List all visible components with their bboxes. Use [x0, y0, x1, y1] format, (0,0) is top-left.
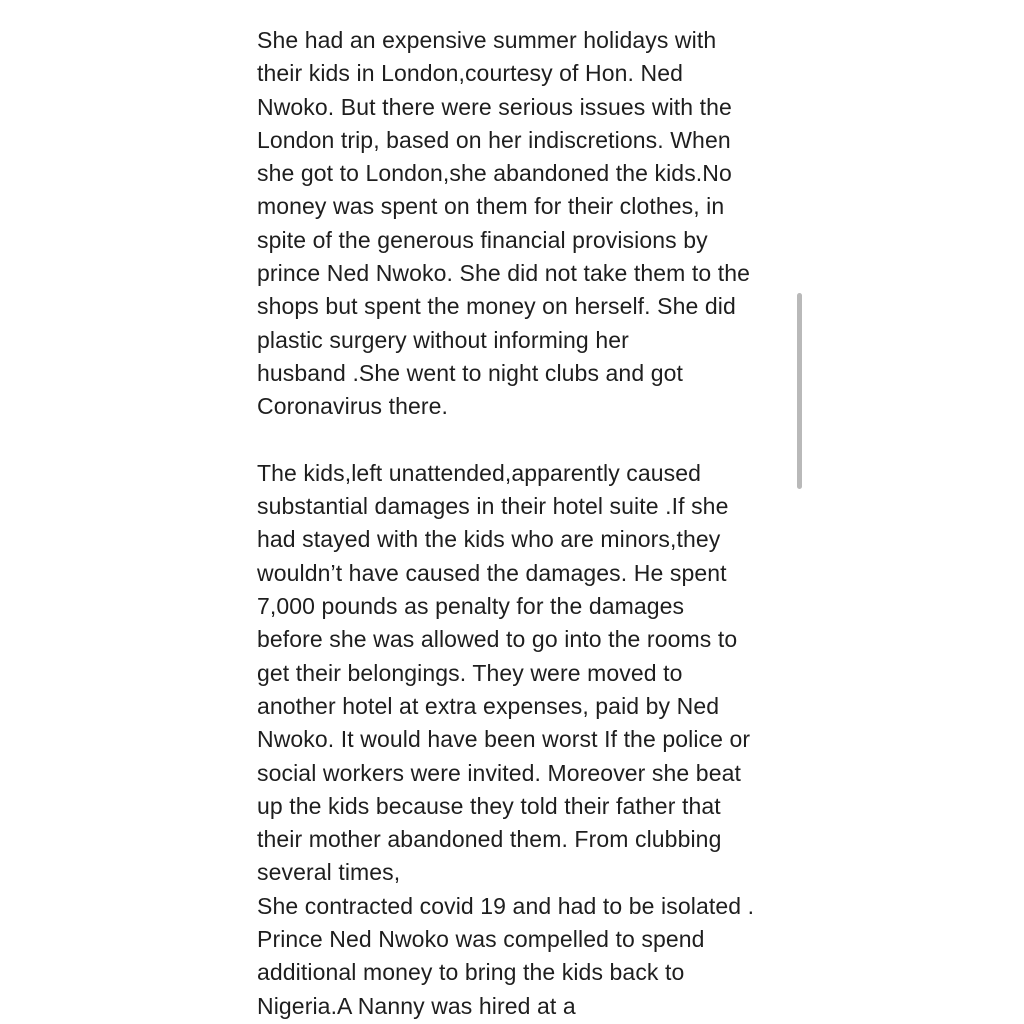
text-line: up the kids because they told their father that [257, 792, 721, 819]
text-line: spite of the generous financial provisions by [257, 226, 708, 253]
text-line: she got to London,she abandoned the kids.No [257, 160, 732, 187]
text-line: Nigeria.A Nanny was hired at a [257, 992, 576, 1019]
text-line: Coronavirus there. [257, 393, 448, 420]
text-line: money was spent on them for their clothes, in [257, 193, 725, 220]
text-line: shops but spent the money on herself. She did [257, 293, 736, 320]
text-line: prince Ned Nwoko. She did not take them to the [257, 260, 750, 287]
paragraph-gap [257, 424, 777, 457]
text-line: wouldn’t have caused the damages. He spent [257, 559, 727, 586]
document-text [257, 24, 777, 1023]
text-line: plastic surgery without informing her [257, 326, 629, 353]
text-line: their mother abandoned them. From clubbing [257, 826, 722, 853]
text-line: Nwoko. But there were serious issues with the [257, 93, 732, 120]
text-line: Prince Ned Nwoko was compelled to spend [257, 926, 705, 953]
text-line: several times, [257, 859, 401, 886]
text-line: their kids in London,courtesy of Hon. Ned [257, 60, 684, 87]
text-line: She contracted covid 19 and had to be isolated . [257, 892, 755, 919]
text-line: The kids,left unattended,apparently caused [257, 459, 702, 486]
text-line: husband .She went to night clubs and got [257, 359, 683, 386]
paragraph-1 [257, 24, 777, 424]
text-line: social workers were invited. Moreover she beat [257, 759, 741, 786]
text-line: substantial damages in their hotel suite .If she [257, 493, 729, 520]
text-line: Nwoko. It would have been worst If the police or [257, 726, 751, 753]
text-line: get their belongings. They were moved to [257, 659, 683, 686]
text-line: had stayed with the kids who are minors,they [257, 526, 721, 553]
paragraph-2 [257, 457, 777, 1023]
vertical-scrollbar[interactable] [797, 293, 802, 489]
text-line: additional money to bring the kids back to [257, 959, 685, 986]
text-line: before she was allowed to go into the rooms to [257, 626, 738, 653]
text-line: London trip, based on her indiscretions. When [257, 126, 731, 153]
text-line: another hotel at extra expenses, paid by Ned [257, 692, 720, 719]
text-line: 7,000 pounds as penalty for the damages [257, 593, 685, 620]
text-line: She had an expensive summer holidays with [257, 27, 717, 53]
